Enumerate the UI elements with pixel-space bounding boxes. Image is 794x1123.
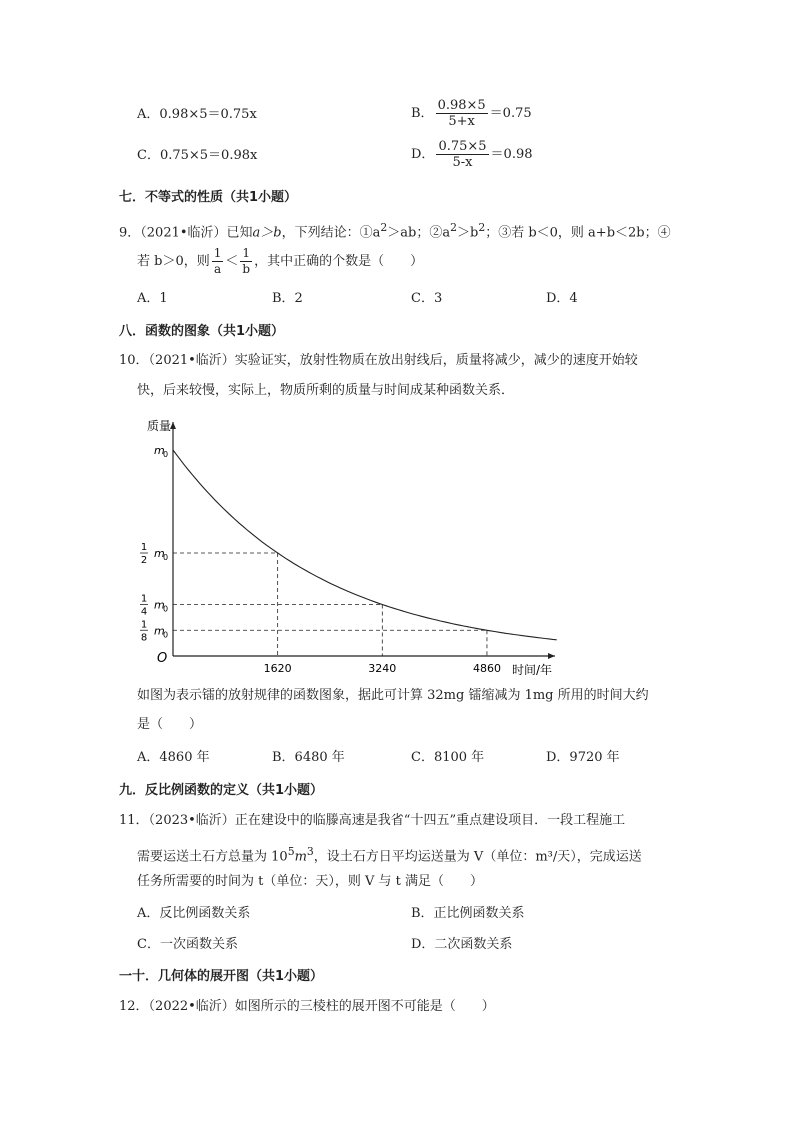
option-b-rhs: ＝0.75: [489, 105, 532, 121]
q11-option-a[interactable]: A．反比例函数关系: [137, 906, 251, 921]
q11-sup: 3: [306, 845, 314, 858]
q11-option-d[interactable]: D．二次函数关系: [411, 937, 513, 952]
q9-fraction-2: [240, 246, 252, 277]
q10-line2: 快，后来较慢，实际上，物质所剩的质量与时间成某种函数关系．: [137, 383, 515, 398]
q11-line1: 11．（2023•临沂）正在建设中的临滕高速是我省“十四五”重点建设项目．一段工程施工: [119, 813, 626, 828]
option-b-label: B．: [411, 105, 434, 121]
q9-sup: 2: [450, 221, 457, 234]
x-tick-label: 4860: [472, 662, 501, 675]
q9-condition: a＞b: [252, 225, 282, 241]
q10-option-a[interactable]: A．4860 年: [137, 750, 210, 765]
y-tick-m0: m: [154, 444, 165, 457]
y-tick-fraction-m0-sub: 0: [163, 630, 169, 640]
q9-text: ；③若 b＜0，则 a+b＜2b；④: [485, 225, 671, 241]
fraction-denominator: b: [242, 262, 251, 276]
q11-unit: m: [294, 849, 307, 865]
less-than-sign: ＜: [225, 253, 239, 269]
q10-option-d[interactable]: D．9720 年: [546, 750, 620, 765]
fraction-denominator: 8: [140, 632, 148, 644]
q9-line2: [137, 246, 423, 277]
option-d-label: D．: [411, 146, 435, 162]
option-d-rhs: ＝0.98: [490, 146, 533, 162]
option-d-numerator: 0.75×5: [438, 139, 487, 154]
q11-text: 需要运送土石方总量为 10: [137, 849, 288, 865]
q11-line3: 任务所需要的时间为 t（单位：天），则 V 与 t 满足（ ）: [137, 874, 483, 889]
fraction-numerator: 1: [242, 246, 251, 260]
y-tick-fraction-m0-sub: 0: [163, 604, 169, 614]
option-a[interactable]: A．0.98×5＝0.75x: [137, 107, 257, 122]
q9-text: ＞ab；②a: [387, 225, 451, 241]
y-tick-fraction-m0: m: [154, 624, 165, 638]
q10-line1: 10．（2021•临沂）实验证实，放射性物质在放出射线后，质量将减少，减少的速度开始较: [119, 353, 638, 368]
q10-option-b[interactable]: B．6480 年: [272, 750, 345, 765]
q9-prefix: 9．（2021•临沂）已知: [119, 225, 253, 241]
section-9-title: 九．反比例函数的定义（共1小题）: [119, 783, 324, 798]
fraction-denominator: 2: [140, 555, 148, 566]
fraction-numerator: 1: [140, 542, 148, 553]
q9-text: 若 b＞0，则: [137, 253, 210, 269]
x-axis-label: 时间/年: [512, 663, 553, 675]
fraction-numerator: 1: [213, 246, 222, 260]
q10-line4: 是（ ）: [137, 717, 203, 732]
fraction-numerator: 1: [140, 619, 148, 631]
q9-sup: 2: [478, 221, 486, 234]
q9-text: ＞b: [456, 225, 479, 241]
q9-sup: 2: [380, 221, 388, 234]
option-d-fraction: [436, 139, 488, 170]
q10-line3: 如图为表示镭的放射规律的函数图象，据此可计算 32mg 镭缩减为 1mg 所用的时间大约: [137, 688, 649, 703]
y-tick-fraction-m0: m: [154, 547, 165, 560]
option-d[interactable]: [411, 139, 533, 170]
option-d-denominator: 5-x: [452, 155, 473, 170]
q9-option-b[interactable]: B．2: [272, 291, 303, 306]
q9-option-c[interactable]: C．3: [411, 291, 443, 306]
option-c[interactable]: C．0.75×5＝0.98x: [137, 148, 258, 163]
fraction-denominator: a: [213, 262, 222, 276]
q9-line1: [119, 218, 671, 243]
y-tick-fraction-m0-sub: 0: [163, 553, 169, 562]
q9-fraction-1: [212, 246, 224, 277]
x-tick-label: 1620: [263, 662, 292, 675]
x-axis-arrow: [548, 653, 555, 659]
fraction-denominator: 4: [140, 606, 148, 618]
fraction-numerator: 1: [140, 593, 148, 605]
q9-option-d[interactable]: D．4: [546, 291, 578, 306]
q9-option-a[interactable]: A．1: [137, 291, 168, 306]
y-axis-label: 质量: [146, 419, 171, 433]
q11-line2: [137, 842, 642, 867]
option-b-numerator: 0.98×5: [437, 98, 486, 113]
q12-line1: 12．（2022•临沂）如图所示的三棱柱的展开图不可能是（ ）: [119, 999, 495, 1014]
x-tick-label: 3240: [368, 662, 397, 675]
q11-option-b[interactable]: B．正比例函数关系: [411, 906, 525, 921]
origin-label: O: [157, 651, 168, 666]
decay-curve: [173, 450, 557, 640]
q11-text: ，设土石方日平均运送量为 V（单位：m³/天），完成运送: [313, 849, 642, 865]
q10-option-c[interactable]: C．8100 年: [411, 750, 485, 765]
decay-chart: [130, 410, 570, 675]
section-8-title: 八．函数的图象（共1小题）: [119, 324, 285, 339]
section-7-title: 七．不等式的性质（共1小题）: [119, 190, 298, 205]
q11-option-c[interactable]: C．一次函数关系: [137, 937, 238, 952]
option-b-fraction: [436, 98, 488, 129]
q9-text: ，下列结论：①a: [281, 225, 381, 241]
option-b[interactable]: [411, 98, 532, 129]
y-tick-fraction-m0: m: [154, 598, 165, 612]
q11-sup: 5: [287, 845, 295, 858]
option-b-denominator: 5+x: [448, 114, 475, 129]
section-10-title: 一十．几何体的展开图（共1小题）: [119, 969, 324, 984]
y-tick-m0-sub: 0: [163, 450, 169, 459]
q9-text: ，其中正确的个数是（ ）: [254, 253, 424, 269]
